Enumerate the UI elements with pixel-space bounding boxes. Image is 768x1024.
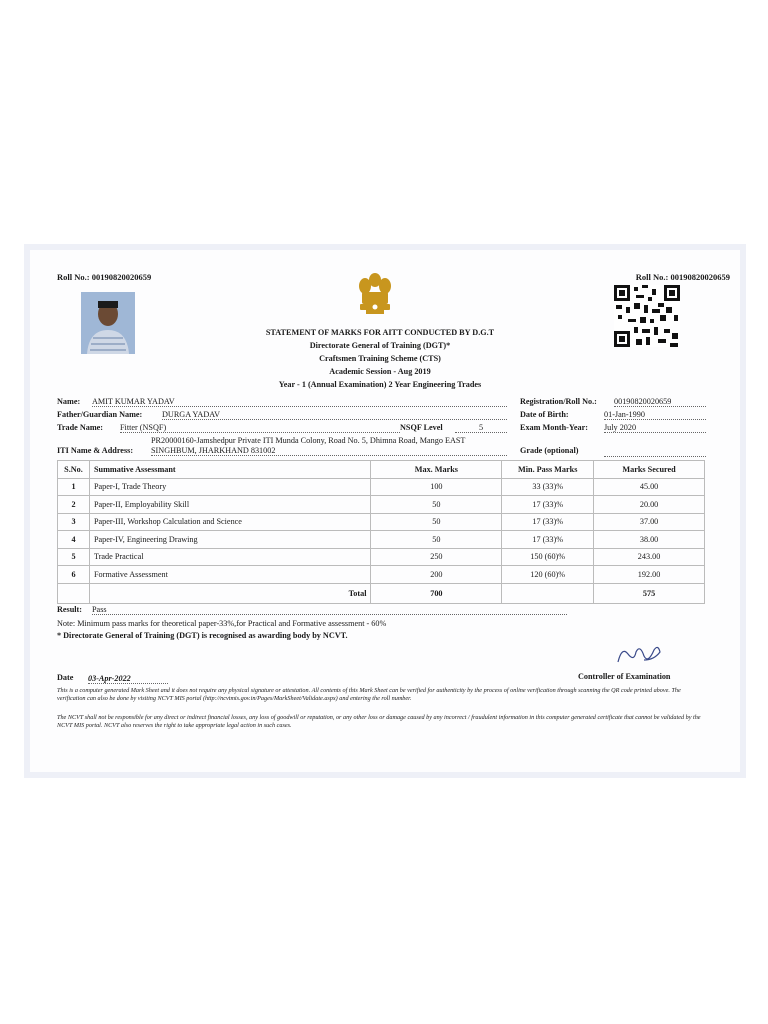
total-label: Total (89, 583, 371, 603)
cell-min: 120 (60)% (502, 566, 594, 584)
grade-value (604, 446, 706, 457)
roll-no-right: Roll No.: 00190820020659 (635, 272, 730, 282)
cell-max: 100 (371, 478, 502, 496)
col-header-sno: S.No. (58, 461, 90, 479)
exam-value: July 2020 (604, 423, 706, 433)
result-label: Result: (57, 605, 83, 614)
iti-label: ITI Name & Address: (57, 446, 134, 455)
cell-subject: Formative Assessment (89, 566, 371, 584)
cell-secured: 20.00 (594, 496, 705, 514)
signature-icon (614, 642, 664, 668)
note-pass-marks: Note: Minimum pass marks for theoretical paper-33%,for Practical and Formative assessment - 60% (57, 619, 387, 628)
cell-min: 150 (60)% (502, 548, 594, 566)
disclaimer-verification: This is a computer generated Mark Sheet and it does not require any physical signature or attestation. All contents of this Mark Sheet can be verified for authenticity by the process of online verification through scanning the QR code printed above. The verification can also be done by visiting NCVT MIS portal (http://ncvtmis.gov.in/Pages/MarkSheet/Validate.aspx) and entering the roll number. (57, 687, 681, 702)
table-header-row (58, 461, 705, 479)
cell-empty (502, 583, 594, 603)
nsqf-label: NSQF Level (400, 423, 443, 432)
heading-cts: Craftsmen Training Scheme (CTS) (319, 354, 441, 363)
national-emblem-icon (352, 270, 398, 324)
col-header-max: Max. Marks (371, 461, 502, 479)
cell-secured: 37.00 (594, 513, 705, 531)
marks-table (57, 460, 705, 604)
table-row (58, 513, 705, 531)
heading-statement: STATEMENT OF MARKS FOR AITT CONDUCTED BY D.G.T (265, 328, 495, 337)
roll-no-left: Roll No.: 00190820020659 (57, 272, 152, 282)
cell-secured: 38.00 (594, 531, 705, 549)
trade-value: Fitter (NSQF) (120, 423, 400, 433)
cell-sno: 2 (58, 496, 90, 514)
cell-max: 50 (371, 513, 502, 531)
cell-min: 33 (33)% (502, 478, 594, 496)
reg-value: 00190820020659 (614, 397, 706, 407)
result-value: Pass (92, 605, 567, 615)
date-label: Date (57, 673, 74, 682)
cell-max: 250 (371, 548, 502, 566)
grade-label: Grade (optional) (520, 446, 579, 455)
controller-label: Controller of Examination (578, 672, 671, 681)
heading-year: Year - 1 (Annual Examination) 2 Year Engineering Trades (278, 380, 482, 389)
total-secured: 575 (594, 583, 705, 603)
table-row (58, 531, 705, 549)
col-header-secured: Marks Secured (594, 461, 705, 479)
date-value: 03-Apr-2022 (88, 674, 168, 684)
name-label: Name: (57, 397, 81, 406)
reg-label: Registration/Roll No.: (520, 397, 597, 406)
cell-subject: Paper-IV, Engineering Drawing (89, 531, 371, 549)
cell-max: 200 (371, 566, 502, 584)
cell-max: 50 (371, 496, 502, 514)
col-header-assessment: Summative Assessmant (89, 461, 371, 479)
cell-max: 50 (371, 531, 502, 549)
cell-empty (58, 583, 90, 603)
cell-subject: Paper-II, Employability Skill (89, 496, 371, 514)
total-max: 700 (371, 583, 502, 603)
cell-sno: 6 (58, 566, 90, 584)
iti-address-line1: PR20000160-Jamshedpur Private ITI Munda Colony, Road No. 5, Dhimna Road, Mango EAST (151, 436, 466, 445)
cell-secured: 192.00 (594, 566, 705, 584)
table-row (58, 566, 705, 584)
table-row (58, 548, 705, 566)
father-value: DURGA YADAV (162, 410, 507, 420)
father-label: Father/Guardian Name: (57, 410, 143, 419)
cell-min: 17 (33)% (502, 531, 594, 549)
name-value: AMIT KUMAR YADAV (92, 397, 507, 407)
heading-session: Academic Session - Aug 2019 (329, 367, 431, 376)
exam-label: Exam Month-Year: (520, 423, 588, 432)
cell-sno: 4 (58, 531, 90, 549)
trade-label: Trade Name: (57, 423, 104, 432)
cell-secured: 243.00 (594, 548, 705, 566)
iti-address-line2: SINGHBUM, JHARKHAND 831002 (151, 446, 507, 456)
mark-sheet (30, 250, 740, 772)
heading-dgt: Directorate General of Training (DGT)* (309, 341, 451, 350)
col-header-min: Min. Pass Marks (502, 461, 594, 479)
dob-label: Date of Birth: (520, 410, 569, 419)
student-photo (81, 292, 135, 354)
dob-value: 01-Jan-1990 (604, 410, 706, 420)
cell-sno: 5 (58, 548, 90, 566)
disclaimer-liability: The NCVT shall not be responsible for any direct or indirect financial losses, any loss of goodwill or reputation, or any other loss or damage caused by any incorrect / fraudulent information in this computer generated certificate that cannot be validated by the NCVT MIS portal. NCVT also reserves the right to take appropriate legal action in such cases. (57, 714, 701, 729)
table-row (58, 478, 705, 496)
table-row (58, 496, 705, 514)
cell-sno: 1 (58, 478, 90, 496)
cell-min: 17 (33)% (502, 496, 594, 514)
nsqf-value: 5 (455, 423, 507, 433)
note-dgt: * Directorate General of Training (DGT) is recognised as awarding body by NCVT. (57, 631, 348, 640)
cell-subject: Trade Practical (89, 548, 371, 566)
qr-code-icon (614, 285, 680, 347)
cell-subject: Paper-III, Workshop Calculation and Science (89, 513, 371, 531)
cell-secured: 45.00 (594, 478, 705, 496)
cell-sno: 3 (58, 513, 90, 531)
total-row (58, 583, 705, 603)
cell-subject: Paper-I, Trade Theory (89, 478, 371, 496)
cell-min: 17 (33)% (502, 513, 594, 531)
